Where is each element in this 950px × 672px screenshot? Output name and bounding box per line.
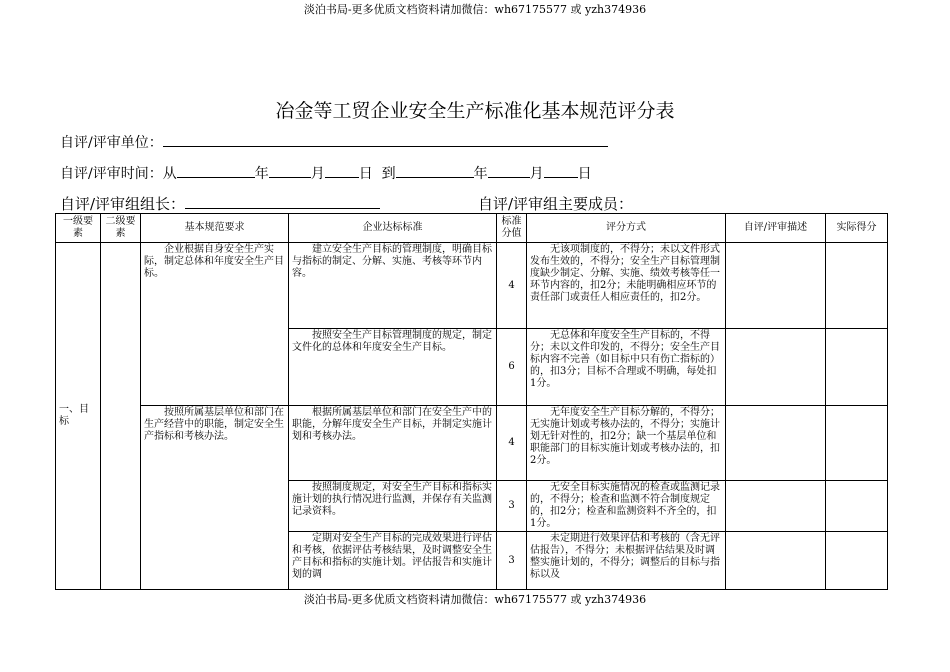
standard-cell: 按照制度规定，对安全生产目标和指标实施计划的执行情况进行监测，并保存有关监测记录资料。 <box>289 481 497 532</box>
standard-cell: 根据所属基层单位和部门在安全生产中的职能，分解年度安全生产目标，并制定实施计划和考核办法。 <box>289 406 497 481</box>
header-score: 标准分值 <box>497 214 527 243</box>
members-label: 自评/评审组主要成员： <box>478 195 634 213</box>
month-label-2: 月 <box>529 166 544 182</box>
table-row <box>56 243 888 329</box>
header-watermark: 淡泊书局-更多优质文档资料请加微信：wh67175577 或 yzh374936 <box>303 3 647 16</box>
description-cell[interactable] <box>726 243 826 329</box>
method-cell: 未定期进行效果评估和考核的（含无评估报告），不得分；未根据评估结果及时调整实施计划的，不得分；调整后的目标与指标以及 <box>527 532 726 590</box>
start-year-field[interactable] <box>177 163 255 178</box>
leader-line <box>60 193 380 214</box>
score-cell: 4 <box>497 406 527 481</box>
end-year-field[interactable] <box>396 163 474 178</box>
page-title: 冶金等工贸企业安全生产标准化基本规范评分表 <box>275 100 675 122</box>
start-day-field[interactable] <box>325 163 359 178</box>
description-cell[interactable] <box>726 532 826 590</box>
score-cell: 3 <box>497 532 527 590</box>
header-requirement: 基本规范要求 <box>141 214 289 243</box>
description-cell[interactable] <box>726 406 826 481</box>
standard-cell: 按照安全生产目标管理制度的规定，制定文件化的总体和年度安全生产目标。 <box>289 329 497 406</box>
unit-label: 自评/评审单位： <box>60 135 163 151</box>
description-cell[interactable] <box>726 481 826 532</box>
method-cell: 无该项制度的，不得分；未以文件形式发布生效的，不得分；安全生产目标管理制度缺少制定、分解、实施、绩效考核等任一环节内容的，扣2分；未能明确相应环节的责任部门或责任人相应责任的，扣2分。 <box>527 243 726 329</box>
leader-label: 自评/评审组组长： <box>60 195 186 213</box>
standard-cell: 定期对安全生产目标的完成效果进行评估和考核，依据评估考核结果，及时调整安全生产目标和指标的实施计划。评估报告和实施计划的调 <box>289 532 497 590</box>
to-label: 到 <box>381 166 396 182</box>
leader-field[interactable] <box>185 194 380 209</box>
end-month-field[interactable] <box>488 163 530 178</box>
header-level1: 一级要素 <box>56 214 101 243</box>
level2-cell <box>101 243 141 590</box>
score-cell: 6 <box>497 329 527 406</box>
description-cell[interactable] <box>726 329 826 406</box>
header-method: 评分方式 <box>527 214 726 243</box>
unit-line <box>60 132 608 152</box>
actual-score-cell[interactable] <box>826 481 888 532</box>
actual-score-cell[interactable] <box>826 329 888 406</box>
header-actual-score: 实际得分 <box>826 214 888 243</box>
method-cell: 无总体和年度安全生产目标的，不得分；未以文件印发的，不得分；安全生产目标内容不完善（如目标中只有伤亡指标的）的，扣3分；目标不合理或不明确，每处扣1分。 <box>527 329 726 406</box>
year-label: 年 <box>254 166 269 182</box>
method-cell: 无安全目标实施情况的检查或监测记录的，不得分；检查和监测不符合制度规定的，扣2分；检查和监测资料不齐全的，扣1分。 <box>527 481 726 532</box>
actual-score-cell[interactable] <box>826 532 888 590</box>
end-day-field[interactable] <box>544 163 578 178</box>
start-month-field[interactable] <box>269 163 311 178</box>
time-line <box>60 163 592 183</box>
unit-field[interactable] <box>163 132 608 147</box>
score-cell: 3 <box>497 481 527 532</box>
header-level2: 二级要素 <box>101 214 141 243</box>
year-label-2: 年 <box>473 166 488 182</box>
header-description: 自评/评审描述 <box>726 214 826 243</box>
method-cell: 无年度安全生产目标分解的，不得分；无实施计划或考核办法的，不得分；实施计划无针对性的，扣2分；缺一个基层单位和职能部门的目标实施计划或考核办法的，扣2分。 <box>527 406 726 481</box>
day-label-2: 日 <box>577 166 592 182</box>
month-label: 月 <box>310 166 325 182</box>
requirement-cell: 按照所属基层单位和部门在生产经营中的职能，制定安全生产指标和考核办法。 <box>141 406 289 590</box>
table-header-row <box>56 214 888 243</box>
requirement-cell: 企业根据自身安全生产实际，制定总体和年度安全生产目标。 <box>141 243 289 406</box>
footer-watermark: 淡泊书局-更多优质文档资料请加微信：wh67175577 或 yzh374936 <box>303 593 647 606</box>
score-table <box>55 213 888 590</box>
table-row <box>56 406 888 481</box>
day-label: 日 <box>358 166 373 182</box>
actual-score-cell[interactable] <box>826 243 888 329</box>
actual-score-cell[interactable] <box>826 406 888 481</box>
level1-cell: 一、目标 <box>56 243 101 590</box>
standard-cell: 建立安全生产目标的管理制度，明确目标与指标的制定、分解、实施、考核等环节内容。 <box>289 243 497 329</box>
time-label: 自评/评审时间：从 <box>60 166 177 182</box>
score-cell: 4 <box>497 243 527 329</box>
members-line <box>478 193 633 214</box>
header-standard: 企业达标标准 <box>289 214 497 243</box>
